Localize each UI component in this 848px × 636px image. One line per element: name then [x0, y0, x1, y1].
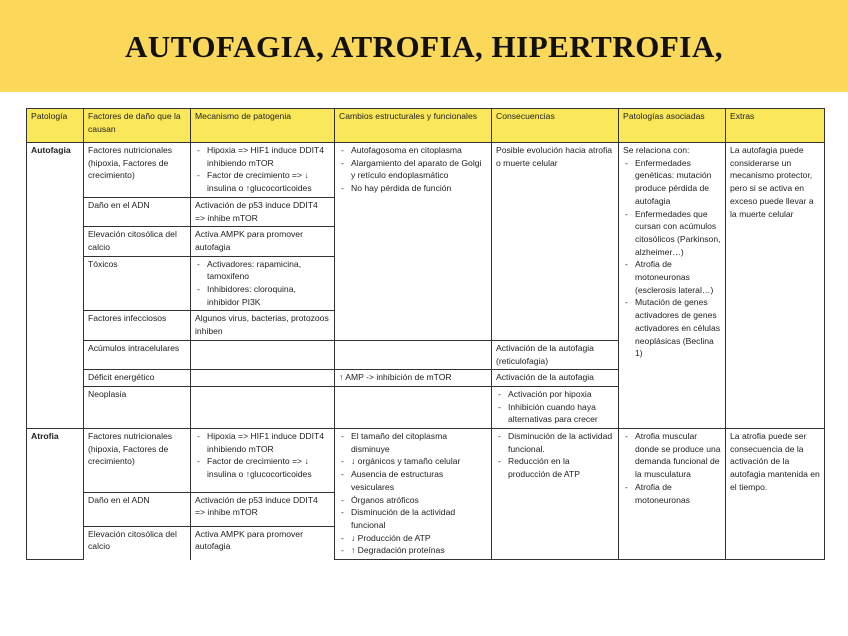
changes-cell: ↑ AMP -> inhibición de mTOR	[335, 370, 492, 387]
pathology-name: Autofagia	[27, 143, 84, 429]
list-item: - Alargamiento del aparato de Golgi y retículo endoplasmático	[339, 157, 487, 182]
damage-factor: Déficit energético	[84, 370, 191, 387]
mechanism-cell: Algunos virus, bacterias, protozoos inhiben	[191, 311, 335, 340]
consequence-cell	[492, 386, 619, 428]
changes-cell	[335, 429, 492, 560]
list-item: - Inhibidores: cloroquina, inhibidor PI3K	[195, 283, 330, 308]
consequence-cell	[492, 429, 619, 560]
damage-factor: Daño en el ADN	[84, 197, 191, 226]
header-cell: Patologías asociadas	[619, 109, 726, 143]
page-title: AUTOFAGIA, ATROFIA, HIPERTROFIA,	[125, 29, 723, 64]
list-item: - ↑ Degradación proteínas	[339, 544, 487, 557]
list-item: - ↓ orgánicos y tamaño celular	[339, 455, 487, 468]
list-item: - Atrofia muscular donde se produce una demanda funcional de la musculatura	[623, 430, 721, 481]
header-cell: Extras	[726, 109, 825, 143]
list-item: - Factor de crecimiento => ↓ insulina o ↑glucocorticoides	[195, 455, 330, 480]
list-item: - Atrofia de motoneuronas (esclerosis lateral…)	[623, 258, 721, 296]
list-item: - Disminución de la actividad funcional.	[496, 430, 614, 455]
mechanism-cell: Activa AMPK para promover autofagia	[191, 526, 335, 560]
damage-factor: Acúmulos intracelulares	[84, 340, 191, 369]
mechanism-cell	[191, 256, 335, 311]
list-item: - Hipoxia => HIF1 induce DDIT4 inhibiendo mTOR	[195, 430, 330, 455]
list-item: - Ausencia de estructuras vesiculares	[339, 468, 487, 493]
list-item: - Enfermedades que cursan con acúmulos citosólicos (Parkinson, alzheimer…)	[623, 208, 721, 259]
extras-cell: La atrofia puede ser consecuencia de la activación de la autofagia mantenida en el tiempo.	[726, 429, 825, 560]
mechanism-cell	[191, 340, 335, 369]
damage-factor: Elevación citosólica del calcio	[84, 526, 191, 560]
damage-factor: Factores nutricionales (hipoxia, Factores de crecimiento)	[84, 143, 191, 198]
extras-cell: La autofagia puede considerarse un mecanismo protector, pero si se activa en exceso puede llevar a la muerte celular	[726, 143, 825, 429]
changes-cell	[335, 143, 492, 341]
list-item: - Autofagosoma en citoplasma	[339, 144, 487, 157]
header-cell: Patología	[27, 109, 84, 143]
list-item: - Órganos atróficos	[339, 494, 487, 507]
mechanism-cell: Activa AMPK para promover autofagia	[191, 227, 335, 256]
table-row	[27, 143, 825, 198]
list-item: - Hipoxia => HIF1 induce DDIT4 inhibiendo mTOR	[195, 144, 330, 169]
list-item: - Atrofia de motoneuronas	[623, 481, 721, 506]
pathology-name: Atrofia	[27, 429, 84, 560]
mechanism-cell: Activación de p53 induce DDIT4 => inhibe mTOR	[191, 197, 335, 226]
consequence-cell: Posible evolución hacia atrofia o muerte celular	[492, 143, 619, 341]
list-item: - Reducción en la producción de ATP	[496, 455, 614, 480]
title-banner	[0, 0, 848, 92]
list-item: - Activadores: rapamicina, tamoxifeno	[195, 258, 330, 283]
list-item: - No hay pérdida de función	[339, 182, 487, 195]
header-cell: Consecuencias	[492, 109, 619, 143]
damage-factor: Factores nutricionales (hipoxia, Factores de crecimiento)	[84, 429, 191, 492]
header-row	[27, 109, 825, 143]
list-item: - Factor de crecimiento => ↓ insulina o ↑glucocorticoides	[195, 169, 330, 194]
header-cell: Cambios estructurales y funcionales	[335, 109, 492, 143]
consequence-cell: Activación de la autofagia	[492, 370, 619, 387]
mechanism-cell	[191, 386, 335, 428]
header-cell: Factores de daño que la causan	[84, 109, 191, 143]
mechanism-cell: Activación de p53 induce DDIT4 => inhibe mTOR	[191, 492, 335, 526]
damage-factor: Factores infecciosos	[84, 311, 191, 340]
list-item: - Mutación de genes activadores de genes activadores en células neoplásicas (Beclina 1)	[623, 296, 721, 360]
list-item: - El tamaño del citoplasma disminuye	[339, 430, 487, 455]
associated-pathologies-cell	[619, 429, 726, 560]
associated-pathologies-cell	[619, 143, 726, 429]
mechanism-cell	[191, 370, 335, 387]
consequence-cell: Activación de la autofagia (reticulofagia)	[492, 340, 619, 369]
damage-factor: Elevación citosólica del calcio	[84, 227, 191, 256]
damage-factor: Tóxicos	[84, 256, 191, 311]
list-item: - Inhibición cuando haya alternativas para crecer	[496, 401, 614, 426]
pathology-table	[26, 108, 825, 560]
list-item: - Disminución de la actividad funcional	[339, 506, 487, 531]
associated-intro: Se relaciona con:	[623, 145, 690, 155]
list-item: - Activación por hipoxia	[496, 388, 614, 401]
mechanism-cell	[191, 143, 335, 198]
mechanism-cell	[191, 429, 335, 492]
list-item: - ↓ Producción de ATP	[339, 532, 487, 545]
header-cell: Mecanismo de patogenia	[191, 109, 335, 143]
table-row	[27, 429, 825, 492]
changes-cell	[335, 386, 492, 428]
damage-factor: Daño en el ADN	[84, 492, 191, 526]
changes-cell	[335, 340, 492, 369]
list-item: - Enfermedades genéticas: mutación produce pérdida de autofagia	[623, 157, 721, 208]
damage-factor: Neoplasia	[84, 386, 191, 428]
